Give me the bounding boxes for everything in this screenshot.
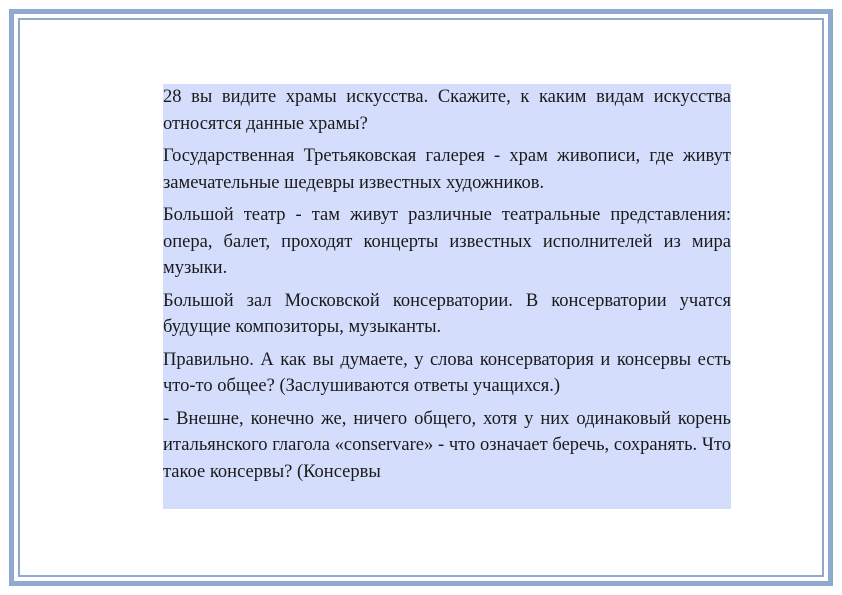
- paragraph-conservare-explanation: - Внешне, конечно же, ничего общего, хотя у них одинаковый корень итальянского глагола «conservare» - что означает беречь, сохранять. Что такое консервы? (Консервы: [163, 408, 731, 482]
- paragraph-intro-question: 28 вы видите храмы искусства. Скажите, к каким видам искусства относятся данные храмы?: [163, 87, 731, 134]
- paragraph-tretyakov-gallery: Государственная Третьяковская галерея - храм живописи, где живут замечательные шедевры известных художников.: [163, 146, 731, 193]
- paragraph-conservatory-question: Правильно. А как вы думаете, у слова консерватория и консервы есть что-то общее? (Заслушиваются ответы учащихся.): [163, 349, 731, 396]
- text-box: [163, 84, 731, 509]
- paragraph-conservatory: Большой зал Московской консерватории. В консерватории учатся будущие композиторы, музыканты.: [163, 290, 731, 337]
- paragraph-bolshoi-theatre: Большой театр - там живут различные театральные представления: опера, балет, проходят концерты известных исполнителей из мира музыки.: [163, 205, 731, 278]
